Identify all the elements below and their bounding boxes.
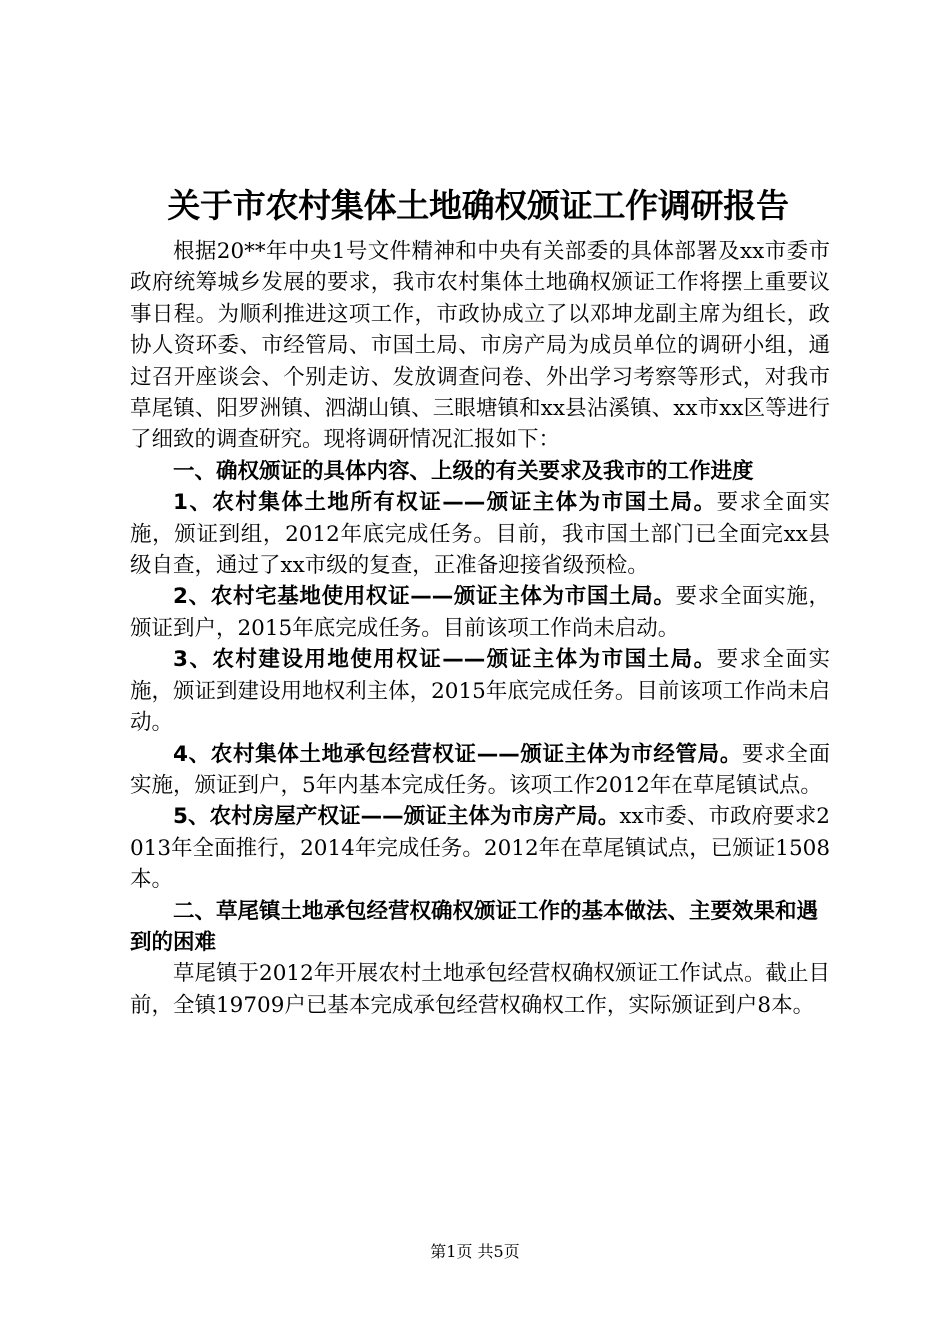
item-3-body: 要求全面实施，颁证到建设用地权利主体，2015年底完成任务。目前该项工作尚未启动。 bbox=[130, 647, 830, 736]
item-5-lead: 5、农村房屋产权证——颁证主体为市房产局。 bbox=[173, 804, 620, 830]
section-2-paragraph: 草尾镇于2012年开展农村土地承包经营权确权颁证工作试点。截止目前，全镇19709户已基本完成承包经营权确权工作，实际颁证到户8本。 bbox=[130, 961, 830, 1018]
section-1-item-1 bbox=[130, 487, 830, 581]
item-3-lead: 3、农村建设用地使用权证——颁证主体为市国土局。 bbox=[173, 647, 717, 673]
intro-paragraph: 根据20**年中央1号文件精神和中央有关部委的具体部署及xx市委市政府统筹城乡发展的要求，我市农村集体土地确权颁证工作将摆上重要议事日程。为顺利推进这项工作，市政协成立了以邓坤龙副主席为组长，政协人资环委、市经管局、市国土局、市房产局为成员单位的调研小组，通过召开座谈会、个别走访、发放调查问卷、外出学习考察等形式，对我市草尾镇、阳罗洲镇、泗湖山镇、三眼塘镇和xx县沾溪镇、xx市xx区等进行了细致的调查研究。现将调研情况汇报如下： bbox=[130, 239, 830, 453]
item-1-body: 要求全面实施，颁证到组，2012年底完成任务。目前，我市国土部门已全面完xx县级自查，通过了xx市级的复查，正准备迎接省级预检。 bbox=[130, 490, 830, 579]
item-4-body: 要求全面实施，颁证到户，5年内基本完成任务。该项工作2012年在草尾镇试点。 bbox=[130, 741, 830, 798]
item-5-body: xx市委、市政府要求2013年全面推行，2014年完成任务。2012年在草尾镇试点，已颁证1508本。 bbox=[130, 804, 830, 893]
document-title: 关于市农村集体土地确权颁证工作调研报告 bbox=[167, 186, 789, 225]
document-page bbox=[130, 180, 830, 1021]
section-1-item-5 bbox=[130, 801, 830, 895]
item-4-lead: 4、农村集体土地承包经营权证——颁证主体为市经管局。 bbox=[173, 741, 742, 767]
section-1-item-4 bbox=[130, 739, 830, 802]
section-1-item-3 bbox=[130, 644, 830, 738]
item-2-body: 要求全面实施，颁证到户，2015年底完成任务。目前该项工作尚未启动。 bbox=[130, 584, 830, 641]
page-footer: 第1页 共5页 bbox=[430, 1242, 520, 1261]
section-1-heading: 一、确权颁证的具体内容、上级的有关要求及我市的工作进度 bbox=[173, 458, 754, 484]
item-1-lead: 1、农村集体土地所有权证——颁证主体为市国土局。 bbox=[173, 490, 717, 516]
section-1-item-2 bbox=[130, 581, 830, 644]
item-2-lead: 2、农村宅基地使用权证——颁证主体为市国土局。 bbox=[173, 584, 676, 610]
section-2-heading: 二、草尾镇土地承包经营权确权颁证工作的基本做法、主要效果和遇到的困难 bbox=[130, 898, 819, 955]
